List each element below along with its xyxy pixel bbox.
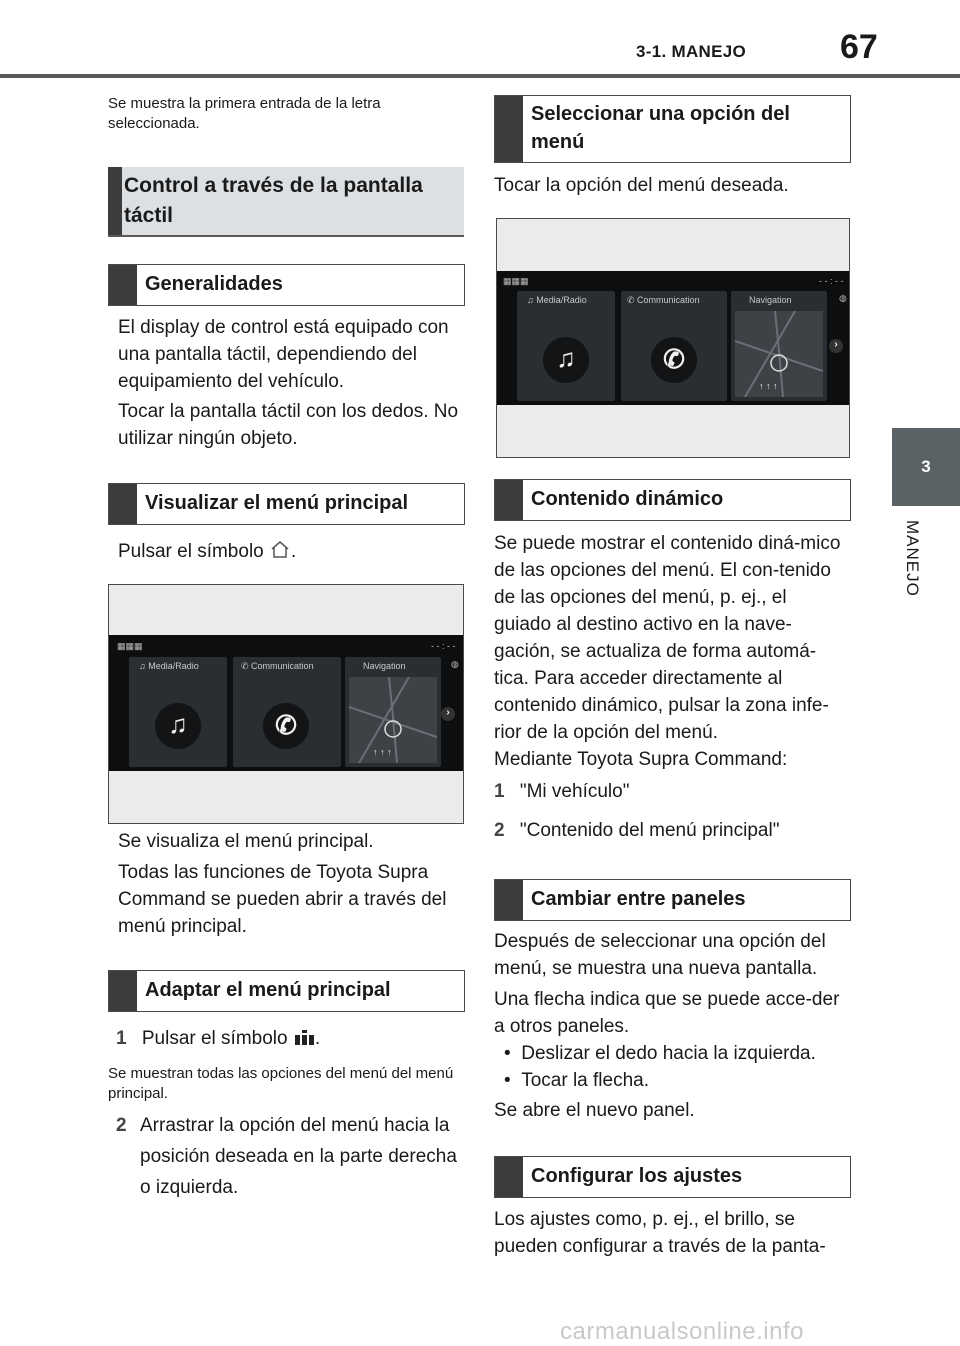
music-note-icon: ♫ xyxy=(168,709,188,739)
display-screen: ▦▦▦ - - : - - ♫ Media/Radio ♫ ✆ Communication ✆ Navigation ↑ ↑ ↑ › ◍ xyxy=(109,635,463,771)
paragraph-dynamic: Se puede mostrar el contenido diná-mico de las opciones del menú. El con-tenido de las opciones del menú, p. ej., el guiado al destino activo en la nave-gación, se actualiza de forma automá-tica. Para acceder directamente al contenido dinámico, pulsar la zona infe-rior de la opción del menú. xyxy=(494,533,841,743)
tile-navigation-2[interactable]: Navigation ↑ ↑ ↑ xyxy=(731,291,827,401)
next-panel-arrow-2[interactable]: › xyxy=(829,339,843,353)
heading-settings: Configurar los ajustes xyxy=(494,1156,851,1198)
tile-media-radio[interactable]: ♫ Media/Radio ♫ xyxy=(129,657,227,767)
paragraph-arrow: Una flecha indica que se puede acce-der a otros paneles. xyxy=(494,989,840,1037)
display-screen-2: ▦▦▦ - - : - - ♫ Media/Radio ♫ ✆ Communication ✆ Navigation ↑ ↑ ↑ › ◍ xyxy=(497,271,849,405)
chapter-title: 3-1. MANEJO xyxy=(636,42,747,61)
paragraph-settings: Los ajustes como, p. ej., el brillo, se pueden configurar a través de la panta- xyxy=(494,1209,826,1257)
screenshot-main-menu xyxy=(108,584,464,824)
step-2-left-text: Arrastrar la opción del menú hacia la posición deseada en la parte derecha o izquierda. xyxy=(140,1115,457,1198)
globe-icon: ◍ xyxy=(451,659,459,669)
music-note-icon: ♫ xyxy=(556,343,576,373)
step-1-right: 1 "Mi vehículo" xyxy=(494,781,630,802)
chapter-side-label: MANEJO xyxy=(903,520,922,597)
paragraph-touch-option: Tocar la opción del menú deseada. xyxy=(494,175,789,196)
step-2-left-number: 2 xyxy=(116,1115,127,1136)
paragraph-via-command: Mediante Toyota Supra Command: xyxy=(494,749,788,770)
screenshot-select-option xyxy=(496,218,850,458)
heading-touch-control: Control a través de la pantalla táctil xyxy=(108,167,464,237)
step-1-left: 1 Pulsar el símbolo . xyxy=(116,1028,321,1049)
note-all-options: Se muestran todas las opciones del menú del menú principal. xyxy=(108,1065,454,1102)
heading-switch-panels: Cambiar entre paneles xyxy=(494,879,851,921)
paragraph-general-2: Tocar la pantalla táctil con los dedos. No utilizar ningún objeto. xyxy=(118,401,459,449)
heading-dynamic-content: Contenido dinámico xyxy=(494,479,851,521)
navigation-map-2: ↑ ↑ ↑ xyxy=(735,311,823,397)
intro-text: Se muestra la primera entrada de la letra seleccionada. xyxy=(108,95,381,132)
globe-icon: ◍ xyxy=(839,293,847,303)
paragraph-general-1: El display de control está equipado con una pantalla táctil, dependiendo del equipamiento del vehículo. xyxy=(118,317,449,392)
heading-general: Generalidades xyxy=(108,264,465,306)
heading-select-option: Seleccionar una opción del menú xyxy=(494,95,851,163)
tile-navigation[interactable]: Navigation ↑ ↑ ↑ xyxy=(345,657,441,767)
bullet-swipe: • Deslizar el dedo hacia la izquierda. xyxy=(504,1043,816,1064)
heading-main-menu: Visualizar el menú principal xyxy=(108,483,465,525)
heading-adapt-menu: Adaptar el menú principal xyxy=(108,970,465,1012)
page-number: 67 xyxy=(840,28,878,66)
watermark: carmanualsonline.info xyxy=(560,1318,804,1345)
chapter-tab: 3 xyxy=(892,428,960,506)
phone-icon: ✆ xyxy=(275,710,297,740)
paragraph-press-home: Pulsar el símbolo . xyxy=(118,538,463,565)
paragraph-menu-shown: Se visualiza el menú principal. xyxy=(118,831,374,852)
header-divider xyxy=(0,74,960,78)
paragraph-opens: Se abre el nuevo panel. xyxy=(494,1100,695,1121)
tile-communication-2[interactable]: ✆ Communication ✆ xyxy=(621,291,727,401)
home-icon xyxy=(269,538,291,560)
step-2-right: 2 "Contenido del menú principal" xyxy=(494,820,780,841)
navigation-map: ↑ ↑ ↑ xyxy=(349,677,437,763)
phone-icon: ✆ xyxy=(663,344,685,374)
paragraph-after-select: Después de seleccionar una opción del menú, se muestra una nueva pantalla. xyxy=(494,931,826,979)
edit-menu-icon xyxy=(293,1029,315,1047)
paragraph-all-functions: Todas las funciones de Toyota Supra Command se pueden abrir a través del menú principal. xyxy=(118,862,447,937)
bullet-tap-arrow: • Tocar la flecha. xyxy=(504,1070,650,1091)
next-panel-arrow[interactable]: › xyxy=(441,707,455,721)
tile-communication[interactable]: ✆ Communication ✆ xyxy=(233,657,341,767)
tile-media-radio-2[interactable]: ♫ Media/Radio ♫ xyxy=(517,291,615,401)
